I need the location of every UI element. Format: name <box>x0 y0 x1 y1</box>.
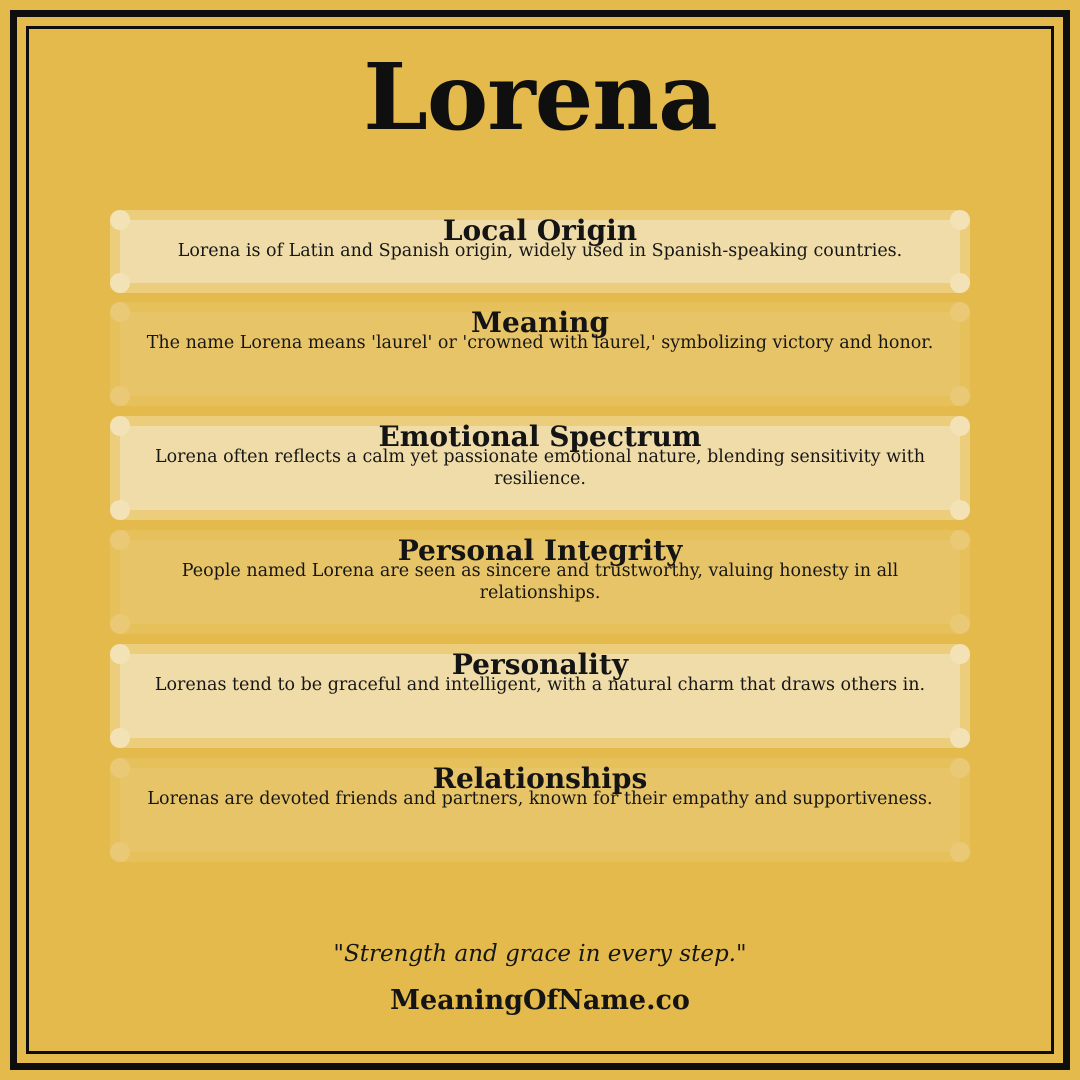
corner-dot <box>110 728 130 748</box>
quote-open-mark: " <box>333 941 344 967</box>
section-meaning <box>110 302 970 406</box>
section-text: Lorenas tend to be graceful and intelligent, with a natural charm that draws others in. <box>154 675 926 695</box>
section-text: The name Lorena means 'laurel' or 'crowned with laurel,' symbolizing victory and honor. <box>146 333 934 353</box>
quote <box>0 938 1080 970</box>
section-relationships <box>110 758 970 862</box>
corner-dot <box>950 728 970 748</box>
section-personal-integrity <box>110 530 970 634</box>
corner-dot <box>950 273 970 293</box>
corner-dot <box>950 500 970 520</box>
corner-dot <box>110 500 130 520</box>
section-heading: Meaning <box>471 306 609 339</box>
section-heading: Emotional Spectrum <box>378 420 702 453</box>
corner-dot <box>110 842 130 862</box>
section-heading: Personality <box>451 648 629 681</box>
section-text: Lorena often reflects a calm yet passionate emotional nature, blending sensitivity with resilience. <box>154 447 925 489</box>
section-local-origin <box>110 210 970 293</box>
section-text: Lorenas are devoted friends and partners, known for their empathy and supportiveness. <box>147 789 933 809</box>
site-name: MeaningOfName.co <box>390 985 690 1016</box>
corner-dot <box>950 614 970 634</box>
section-emotional-spectrum <box>110 416 970 520</box>
section-personality <box>110 644 970 748</box>
quote-close-mark: " <box>736 941 747 967</box>
section-heading: Relationships <box>432 762 648 795</box>
corner-dot <box>110 273 130 293</box>
corner-dot <box>110 614 130 634</box>
section-text: People named Lorena are seen as sincere and trustworthy, valuing honesty in all relationships. <box>181 561 899 603</box>
corner-dot <box>950 842 970 862</box>
section-heading: Local Origin <box>442 214 638 247</box>
quote-text: Strength and grace in every step. <box>344 941 736 967</box>
name-title: Lorena <box>363 43 717 151</box>
section-text: Lorena is of Latin and Spanish origin, widely used in Spanish-speaking countries. <box>177 241 903 261</box>
corner-dot <box>110 386 130 406</box>
corner-dot <box>950 386 970 406</box>
section-heading: Personal Integrity <box>397 534 683 567</box>
